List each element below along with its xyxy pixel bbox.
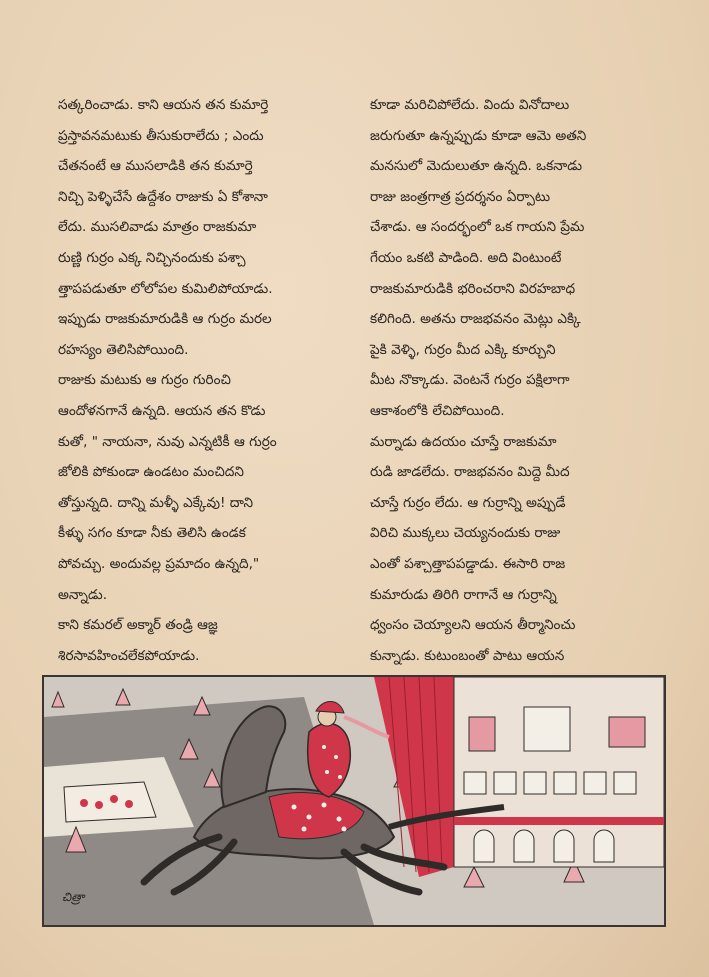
left-column-text-line: జోలికి పోకుండా ఉండటం మంచిదని: [58, 464, 244, 481]
left-column-text-line: ప్రస్తావనమటుకు తీసుకురాలేదు ; ఎందు: [58, 127, 264, 144]
flying-horse-illustration: [42, 675, 666, 927]
left-text-column: [58, 90, 348, 732]
right-column-text-line: కున్నాడు. కుటుంబంతో పాటు ఆయన: [370, 647, 565, 664]
right-column-text-line: గేయం ఒకటి పాడింది. అది వింటుంటే: [370, 249, 562, 266]
left-column-text-line: కీళ్ళు సగం కూడా నీకు తెలిసి ఉండక: [58, 525, 246, 542]
right-column-text-line: ధ్వంసం చెయ్యాలని ఆయన తీర్మానించు: [370, 617, 576, 634]
right-column-text-line: మర్నాడు ఉదయం చూస్తే రాజకుమా: [370, 433, 557, 450]
illustrator-signature: చిత్రా: [62, 890, 85, 904]
right-column-text-line: రుడి జాడలేదు. రాజభవనం మిద్దె మీద: [370, 464, 570, 481]
right-column-text-line: కలిగింది. అతను రాజభవనం మెట్లు ఎక్కి: [370, 311, 581, 328]
right-column-text-line: రాజకుమారుడికి భరించరాని విరహబాధ: [370, 280, 576, 297]
right-column-text-line: మీట నొక్కాడు. వెంటనే గుర్రం పక్షిలాగా: [370, 372, 570, 389]
right-column-text-line: పైకి వెళ్ళి, గుర్రం మీద ఎక్కి కూర్చుని: [370, 341, 556, 358]
left-column-text-line: కుతో, " నాయనా, నువు ఎన్నటికీ ఆ గుర్రం: [58, 433, 277, 450]
right-column-text-line: విరిచి ముక్కలు చెయ్యనందుకు రాజు: [370, 525, 561, 542]
left-column-text-line: రుణ్ణి గుర్రం ఎక్క నిచ్చినందుకు పశ్చా: [58, 249, 246, 266]
right-column-text-line: కూడా మరిచిపోలేదు. విందు వినోదాలు: [370, 97, 570, 113]
left-column-text-line: తోస్తున్నది. దాన్ని మళ్ళీ ఎక్కేవు! దాని: [58, 494, 254, 511]
right-column-text-line: రాజు జంత్రగాత్ర ప్రదర్శనం ఏర్పాటు: [370, 188, 551, 205]
illustration-drawing: [44, 677, 664, 925]
left-column-text-line: లేదు. ముసలివాడు మాత్రం రాజకుమా: [58, 219, 257, 236]
left-column-text-line: శిరసావహించలేకపోయాడు.: [58, 647, 200, 664]
left-column-text-line: నిచ్చి పెళ్ళిచేసే ఉద్దేశం రాజుకు ఏ కోశానా: [58, 188, 268, 205]
right-column-text-line: జరుగుతూ ఉన్నప్పుడు కూడా ఆమె అతని: [370, 127, 587, 144]
left-column-text-line: రహస్యం తెలిసిపోయింది.: [58, 341, 189, 358]
right-column-text-line: చేశాడు. ఆ సందర్భంలో ఒక గాయని ప్రేమ: [370, 219, 585, 236]
left-column-text-line: ఆందోళనగానే ఉన్నది. ఆయన తన కొడు: [58, 402, 266, 419]
left-column-text-line: కాని కమరల్ అక్మార్ తండ్రి ఆజ్ఞ: [58, 617, 218, 634]
left-column-text-line: సత్కరించాడు. కాని ఆయన తన కుమార్తె: [58, 97, 269, 113]
left-column-text-line: త్తాపపడుతూ లోలోపల కుమిలిపోయాడు.: [58, 280, 273, 297]
right-column-text-line: ఎంతో పశ్చాత్తాపపడ్డాడు. ఈసారి రాజ: [370, 555, 566, 572]
left-column-text-line: పోవచ్చు. అందువల్ల ప్రమాదం ఉన్నది,": [58, 555, 260, 572]
right-column-text-line: ఆకాశంలోకి లేచిపోయింది.: [370, 402, 505, 419]
left-column-text-line: ఇప్పుడు రాజకుమారుడికి ఆ గుర్రం మరల: [58, 311, 272, 328]
right-column-text-line: చూస్తే గుర్రం లేదు. ఆ గుర్రాన్ని అప్పుడే: [370, 494, 566, 511]
left-column-text-line: అన్నాడు.: [58, 586, 108, 603]
right-column-text-line: కుమారుడు తిరిగి రాగానే ఆ గుర్రాన్ని: [370, 586, 557, 603]
right-column-text-line: మనసులో మెదులుతూ ఉన్నది. ఒకనాడు: [370, 158, 583, 175]
left-column-text-line: రాజుకు మటుకు ఆ గుర్రం గురించి: [58, 372, 231, 389]
left-column-text-line: చేతనంటే ఆ ముసలాడికి తన కుమార్తె: [58, 158, 253, 175]
right-text-column: [370, 90, 660, 732]
